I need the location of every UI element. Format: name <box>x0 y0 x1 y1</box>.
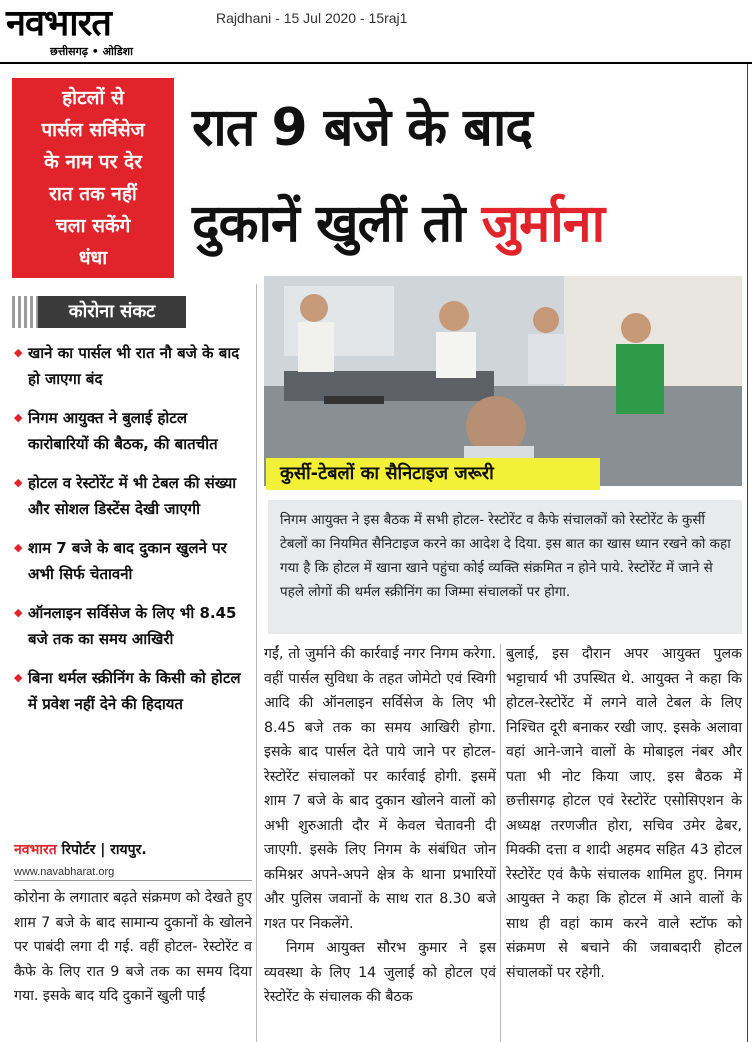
diamond-bullet-icon: ◆ <box>14 541 23 554</box>
list-item <box>14 405 244 457</box>
highlights-list <box>14 340 244 730</box>
masthead-rule <box>0 62 752 64</box>
masthead <box>0 0 752 62</box>
meeting-photo <box>264 276 742 486</box>
list-item <box>14 340 244 392</box>
byline-reporter: रिपोर्टर | रायपुर. <box>56 842 147 858</box>
byline <box>14 840 244 859</box>
article-paragraph: बुलाई, इस दौरान अपर आयुक्त पुलक भट्टाचार्य भी उपस्थित थे. आयुक्त ने कहा कि होटल-रेस्टोरेंट में लगने वाले टेबल के लिए निश्चित दूरी बनाकर रखी जाए. इसके अलावा वहां आने-जाने वालों के मोबाइल नंबर और पता भी नोट किया जाए. इस बैठक में छत्तीसगढ़ होटल एवं रेस्टोरेंट एसोसिएशन के अध्यक्ष तरणजीत होरा, सचिव उमेर ढेबर, मिक्की दत्ता व शादी अहमद सहित 43 होटल रेस्टोरेंट एवं कैफे संचालक शामिल हुए. निगम आयुक्त ने कहा कि होटल में आने वालों के साथ ही वहां काम करने वाले स्टॉफ को संक्रमण से बचाने की जवाबदारी होटल संचालकों पर रहेगी. <box>506 646 742 981</box>
article-paragraph: कोरोना के लगातार बढ़ते संक्रमण को देखते हुए शाम 7 बजे के बाद सामान्य दुकानों के खोलने पर पाबंदी लगा दी गई. वहीं होटल- रेस्टोरेंट व कैफे के लिए रात 9 बजे तक का समय दिया गया. इसके बाद यदि दुकानें खुली पाईं <box>14 890 252 1004</box>
diamond-bullet-icon: ◆ <box>14 606 23 619</box>
info-box: निगम आयुक्त ने इस बैठक में सभी होटल- रेस्टोरेंट व कैफे संचालकों को रेस्टोरेंट के कुर्सी टेबलों का नियमित सैनिटाइज करने का आदेश दे दिया. इस बात का खास ध्यान रखने को कहा गया है कि होटल में खाना खाने पहुंचा कोई व्यक्ति संक्रमित न होने पाये. रेस्टोरेंट में जाने से पहले लोगों की थर्मल स्क्रीनिंग का जिम्मा संचालकों पर होगा. <box>268 500 742 634</box>
meeting-photo-illustration <box>264 276 742 486</box>
photo-caption: कुर्सी-टेबलों का सैनिटाइज जरूरी <box>266 458 600 490</box>
column-divider <box>500 644 501 1042</box>
list-item-text: खाने का पार्सल भी रात नौ बजे के बाद हो जाएगा बंद <box>28 344 240 388</box>
article-paragraph: गईं, तो जुर्माने की कार्रवाई नगर निगम करेगा. वहीं पार्सल सुविधा के तहत जोमेटो एवं स्विगी आदि की ऑनलाइन सर्विसेज के लिए भी 8.45 बजे तक का समय आखिरी होगा. इसके बाद पार्सल देते पाये जाने पर होटल-रेस्टोरेंट संचालकों पर कार्रवाई होगी. इसमें शाम 7 बजे के बाद दुकान खोलने वालों को अभी शुरुआती दौर में केवल चेतावनी दी जाएगी. इसके लिए निगम के संबंधित जोन कमिश्नर अपने-अपने क्षेत्र के थाना प्रभारियों और पुलिस जवानों के साथ रात 8.30 बजे गश्त पर निकलेंगे. <box>264 646 496 932</box>
side-headline-line: धंधा <box>78 247 108 269</box>
list-item-text: ऑनलाइन सर्विसेज के लिए भी 8.45 बजे तक का समय आखिरी <box>28 604 237 648</box>
website-link[interactable]: www.navabharat.org <box>14 866 115 878</box>
section-tag: कोरोना संकट <box>38 296 186 328</box>
headline-line-2-text: दुकानें खुलीं तो <box>192 194 482 254</box>
article-column-middle <box>264 642 496 1010</box>
list-item-text: बिना थर्मल स्क्रीनिंग के किसी को होटल में प्रवेश नहीं देने की हिदायत <box>28 669 241 713</box>
side-headline-line: चला सकेंगे <box>55 215 131 237</box>
diamond-bullet-icon: ◆ <box>14 411 23 424</box>
column-divider <box>256 284 257 1042</box>
list-item <box>14 535 244 587</box>
list-item-text: होटल व रेस्टोरेंट में भी टेबल की संख्या और सोशल डिस्टेंस देखी जाएगी <box>28 474 237 518</box>
byline-brand: नवभारत <box>14 842 57 858</box>
side-headline-line: होटलों से <box>62 87 124 109</box>
logo-region: छत्तीसगढ़ • ओडिशा <box>50 45 133 58</box>
list-item-text: शाम 7 बजे के बाद दुकान खुलने पर अभी सिर्फ चेतावनी <box>28 539 227 583</box>
list-item <box>14 470 244 522</box>
article-paragraph: निगम आयुक्त सौरभ कुमार ने इस व्यवस्था के लिए 14 जुलाई को होटल एवं रेस्टोरेंट के संचालक की बैठक <box>264 940 496 1005</box>
section-tag-decoration <box>12 296 38 328</box>
logo-text: नवभारत <box>6 3 111 44</box>
headline-line-1: रात 9 बजे के बाद <box>192 98 532 158</box>
side-headline-line: के नाम पर देर <box>44 151 142 173</box>
article-column-left <box>14 886 252 1009</box>
edition-info: Rajdhani - 15 Jul 2020 - 15raj1 <box>216 10 408 26</box>
diamond-bullet-icon: ◆ <box>14 476 23 489</box>
headline-line-2 <box>192 176 752 272</box>
diamond-bullet-icon: ◆ <box>14 671 23 684</box>
side-headline-box <box>12 78 174 278</box>
list-item <box>14 665 244 717</box>
main-headline <box>192 80 752 272</box>
newspaper-logo <box>6 4 196 60</box>
side-headline-line: रात तक नहीं <box>49 183 137 205</box>
diamond-bullet-icon: ◆ <box>14 346 23 359</box>
article-column-right <box>506 642 742 985</box>
list-item-text: निगम आयुक्त ने बुलाई होटल कारोबारियों की बैठक, की बातचीत <box>28 409 218 453</box>
headline-highlight: जुर्माना <box>481 194 605 254</box>
byline-rule <box>14 880 252 881</box>
list-item <box>14 600 244 652</box>
side-headline-line: पार्सल सर्विसेज <box>41 119 145 141</box>
